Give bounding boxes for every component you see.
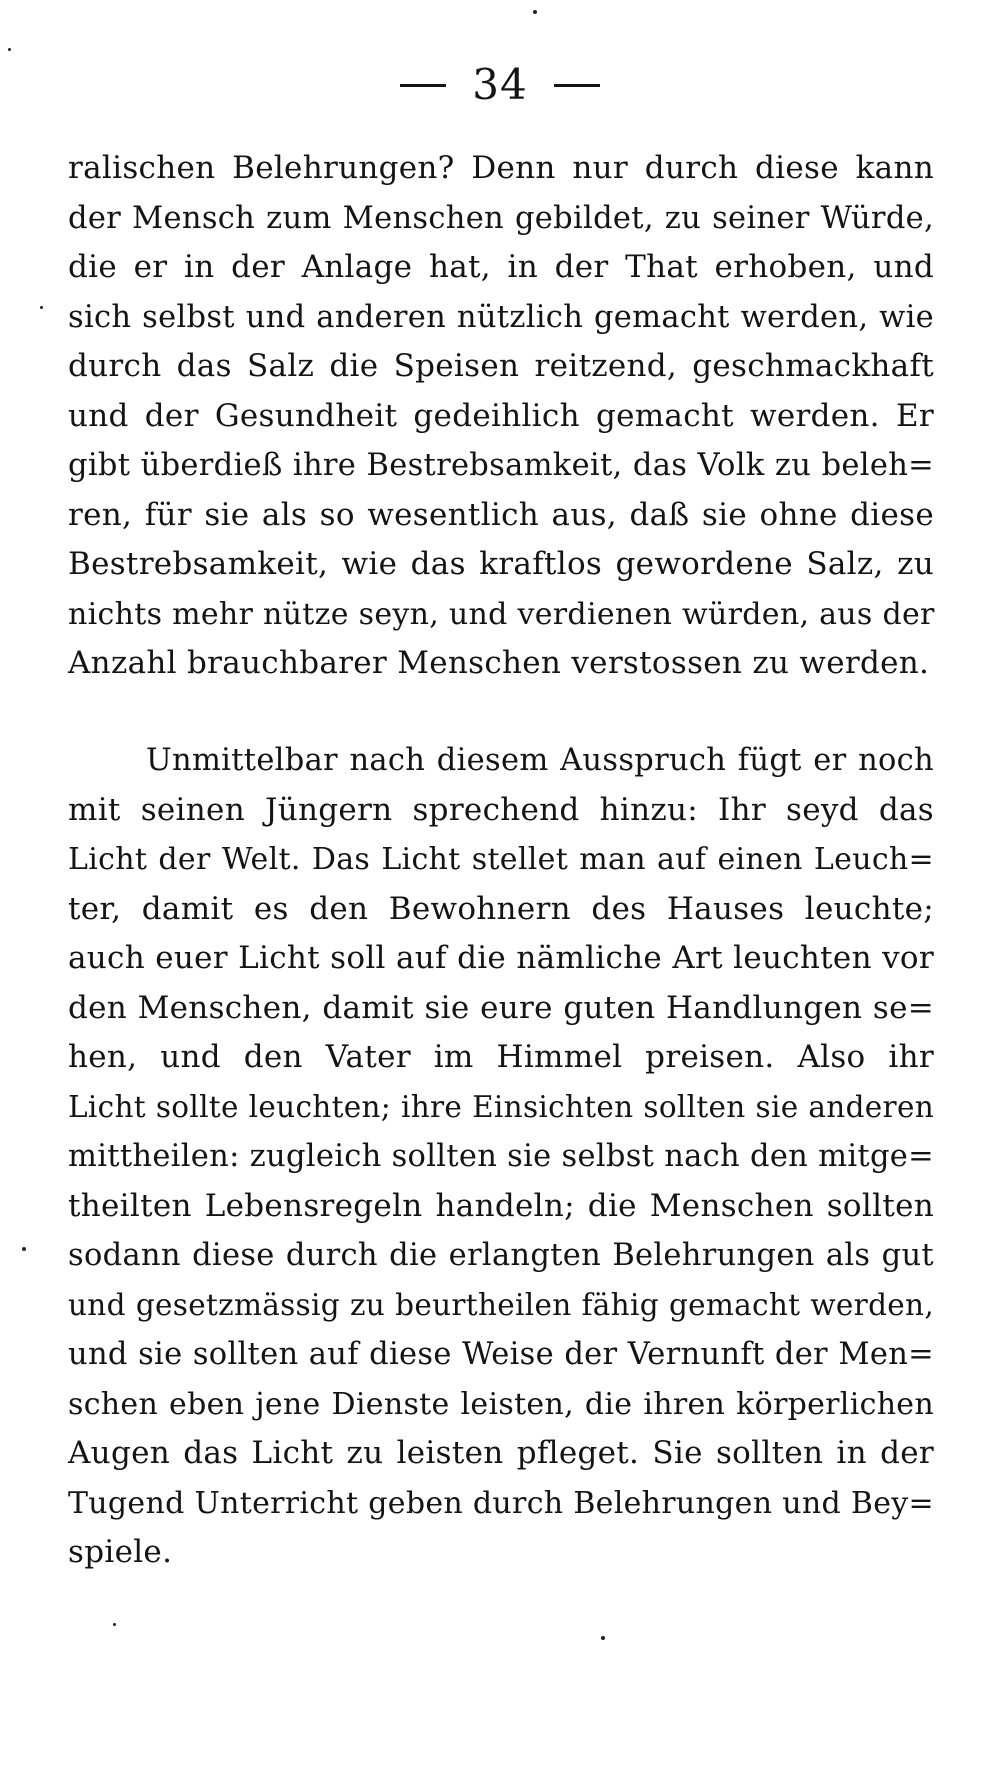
page-header [0, 52, 1000, 115]
text-line: ren, für sie als so wesentlich aus, daß sie ohne diese [68, 496, 934, 533]
text-line: mittheilen: zugleich sollten sie selbst nach den mitge= [68, 1139, 934, 1174]
text-line: sodann diese durch die erlangten Belehrungen als gut [68, 1238, 934, 1273]
scan-speck [113, 1623, 116, 1626]
text-line: ralischen Belehrungen? Denn nur durch diese kann [68, 150, 934, 186]
text-line: Unmittelbar nach diesem Ausspruch fügt er noch [146, 743, 934, 778]
text-line: Anzahl brauchbarer Menschen verstossen zu werden. [68, 645, 930, 681]
scan-speck [8, 48, 11, 51]
text-line: Tugend Unterricht geben durch Belehrungen und Bey= [68, 1485, 934, 1521]
scan-speck [22, 1247, 26, 1251]
text-line: und sie sollten auf diese Weise der Vernunft der Men= [68, 1337, 934, 1372]
text-line: und der Gesundheit gedeihlich gemacht werden. Er [68, 397, 934, 434]
header-dash-left [400, 84, 446, 87]
text-line: Licht sollte leuchten; ihre Einsichten sollten sie anderen [68, 1089, 934, 1124]
text-line: theilten Lebensregeln handeln; die Menschen sollten [68, 1187, 934, 1224]
text-line: Augen das Licht zu leisten pfleget. Sie sollten in der [68, 1435, 934, 1471]
text-line: schen eben jene Dienste leisten, die ihren körperlichen [68, 1386, 934, 1422]
paragraph-2 [68, 736, 934, 1578]
text-line: ter, damit es den Bewohnern des Hauses leuchte; [68, 890, 934, 927]
text-line: den Menschen, damit sie eure guten Handlungen se= [68, 989, 934, 1026]
text-line: Licht der Welt. Das Licht stellet man auf einen Leuch= [68, 842, 934, 877]
text-line: hen, und den Vater im Himmel preisen. Also ihr [68, 1039, 934, 1075]
text-line: mit seinen Jüngern sprechend hinzu: Ihr seyd das [68, 791, 934, 828]
text-line: durch das Salz die Speisen reitzend, geschmackhaft [68, 348, 934, 384]
text-line: und gesetzmässig zu beurtheilen fähig gemacht werden, [68, 1287, 934, 1322]
text-line: sich selbst und anderen nützlich gemacht werden, wie [68, 299, 934, 335]
text-line: nichts mehr nütze seyn, und verdienen würden, aus der [68, 596, 935, 632]
text-line: gibt überdieß ihre Bestrebsamkeit, das Volk zu beleh= [68, 448, 934, 483]
text-line: die er in der Anlage hat, in der That erhoben, und [68, 249, 934, 285]
text-line: Bestrebsamkeit, wie das kraftlos gewordene Salz, zu [68, 546, 934, 582]
scan-speck [533, 10, 537, 14]
page-number: 34 [472, 60, 528, 109]
text-line: auch euer Licht soll auf die nämliche Art leuchten vor [68, 940, 934, 976]
text-line: der Mensch zum Menschen gebildet, zu seiner Würde, [68, 200, 934, 236]
scan-speck [601, 1636, 605, 1640]
scan-speck [40, 306, 43, 309]
paragraph-1 [68, 144, 934, 689]
text-line: spiele. [68, 1534, 173, 1570]
header-dash-right [554, 84, 600, 87]
